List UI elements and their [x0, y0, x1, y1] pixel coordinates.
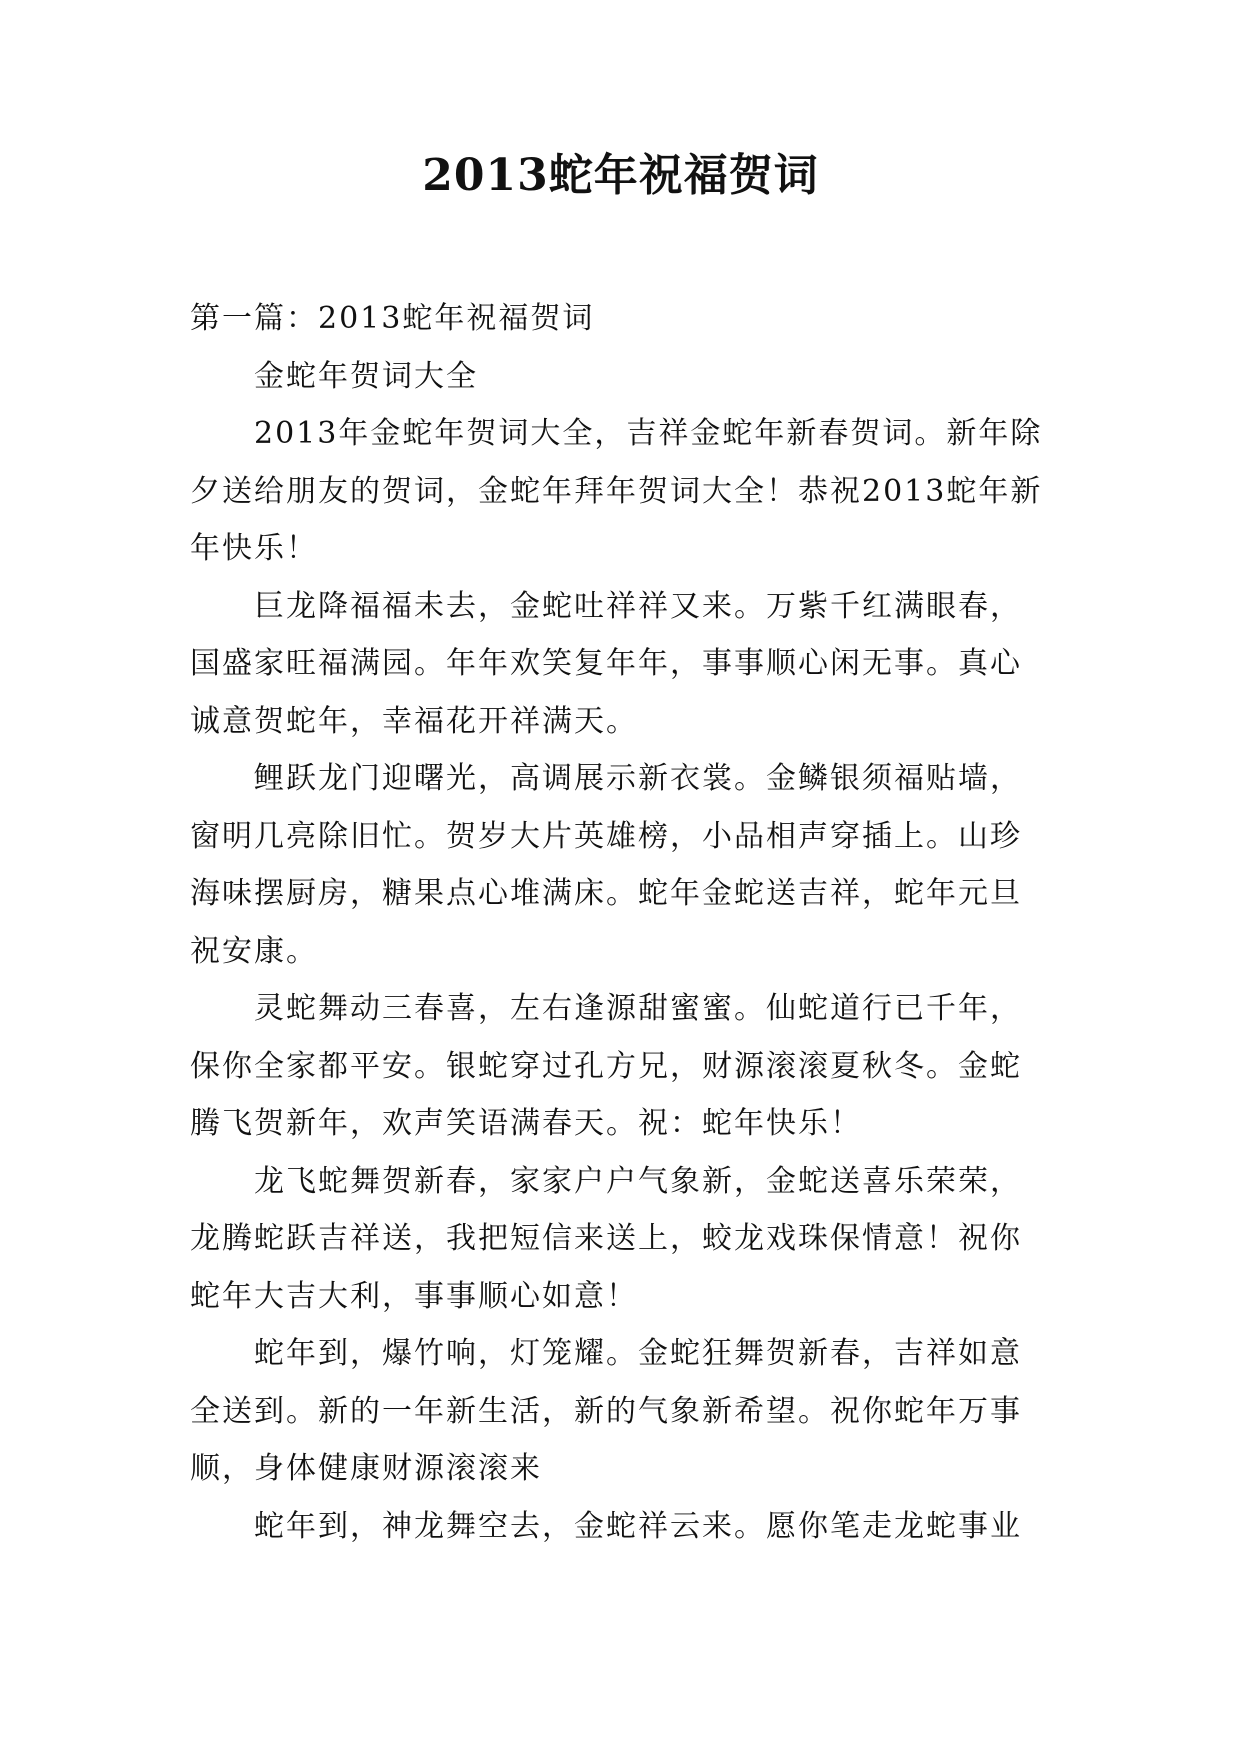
paragraph: 灵蛇舞动三春喜，左右逢源甜蜜蜜。仙蛇道行已千年，保你全家都平安。银蛇穿过孔方兄，财源滚滚夏秋冬。金蛇腾飞贺新年，欢声笑语满春天。祝：蛇年快乐！ [190, 991, 1022, 1141]
paragraph: 蛇年到，爆竹响，灯笼耀。金蛇狂舞贺新春，吉祥如意全送到。新的一年新生活，新的气象新希望。祝你蛇年万事顺，身体健康财源滚滚来 [190, 1336, 1022, 1486]
paragraph: 鲤跃龙门迎曙光，高调展示新衣裳。金鳞银须福贴墙，窗明几亮除旧忙。贺岁大片英雄榜，小品相声穿插上。山珍海味摆厨房，糖果点心堆满床。蛇年金蛇送吉祥，蛇年元旦祝安康。 [190, 761, 1022, 969]
paragraph: 2013年金蛇年贺词大全，吉祥金蛇年新春贺词。新年除夕送给朋友的贺词，金蛇年拜年贺词大全！恭祝2013蛇年新年快乐！ [190, 416, 1043, 566]
document-title: 2013蛇年祝福贺词 [422, 150, 819, 201]
document-body [190, 290, 1050, 1555]
paragraph: 蛇年到，神龙舞空去，金蛇祥云来。愿你笔走龙蛇事业 [254, 1508, 1022, 1544]
section-heading: 第一篇：2013蛇年祝福贺词 [190, 301, 595, 336]
subheading: 金蛇年贺词大全 [254, 358, 478, 394]
paragraph: 龙飞蛇舞贺新春，家家户户气象新，金蛇送喜乐荣荣，龙腾蛇跃吉祥送，我把短信来送上，蛟龙戏珠保情意！祝你蛇年大吉大利，事事顺心如意！ [190, 1163, 1022, 1314]
paragraph: 巨龙降福福未去，金蛇吐祥祥又来。万紫千红满眼春，国盛家旺福满园。年年欢笑复年年，事事顺心闲无事。真心诚意贺蛇年，幸福花开祥满天。 [190, 588, 1022, 739]
